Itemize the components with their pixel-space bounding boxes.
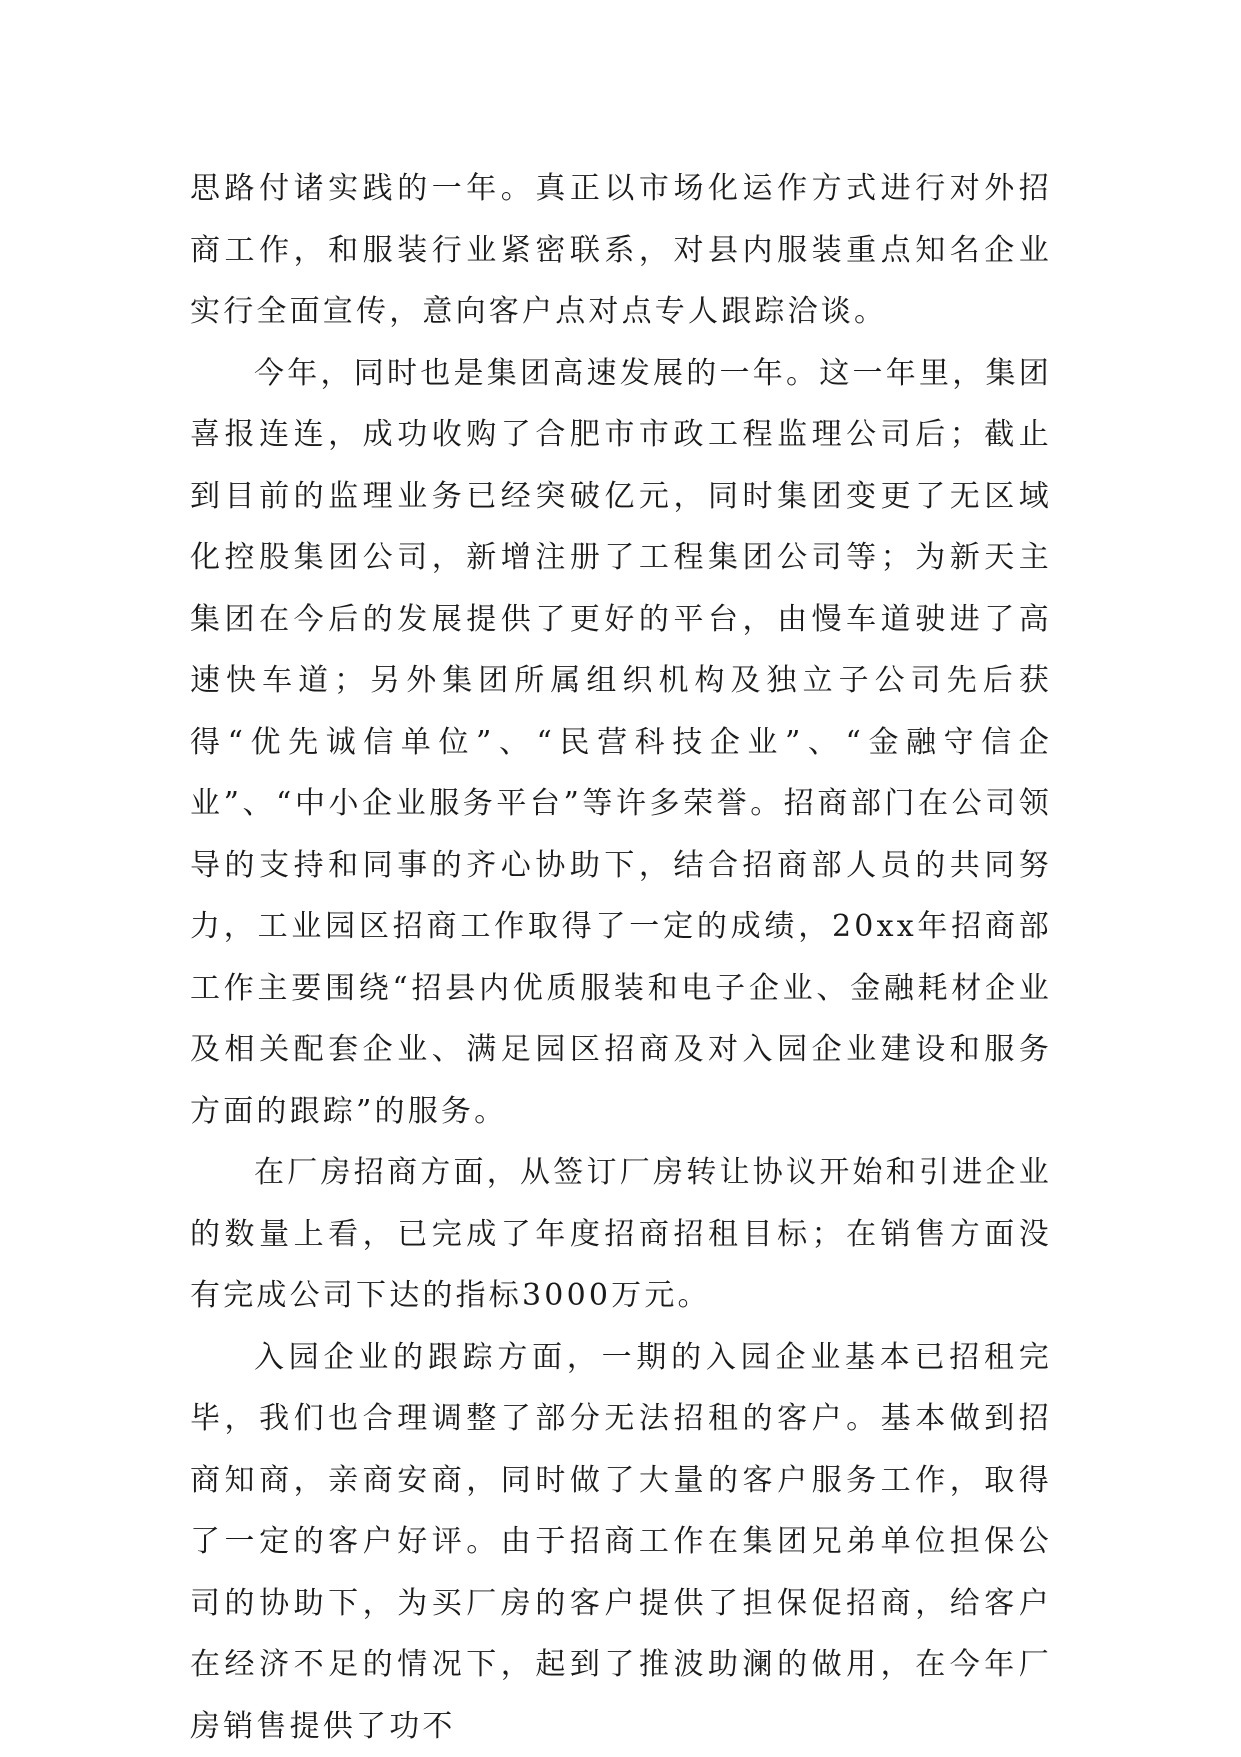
paragraph-3: 在厂房招商方面，从签订厂房转让协议开始和引进企业的数量上看，已完成了年度招商招租目标；在销售方面没有完成公司下达的指标3000万元。 <box>190 1142 1052 1327</box>
paragraph-4: 入园企业的跟踪方面，一期的入园企业基本已招租完毕，我们也合理调整了部分无法招租的客户。基本做到招商知商，亲商安商，同时做了大量的客户服务工作，取得了一定的客户好评。由于招商工作在集团兄弟单位担保公司的协助下，为买厂房的客户提供了担保促招商，给客户在经济不足的情况下，起到了推波助澜的做用，在今年厂房销售提供了功不 <box>190 1327 1052 1757</box>
paragraph-1: 思路付诸实践的一年。真正以市场化运作方式进行对外招商工作，和服装行业紧密联系，对县内服装重点知名企业实行全面宣传，意向客户点对点专人跟踪洽谈。 <box>190 158 1052 343</box>
paragraph-2: 今年，同时也是集团高速发展的一年。这一年里，集团喜报连连，成功收购了合肥市市政工程监理公司后；截止到目前的监理业务已经突破亿元，同时集团变更了无区域化控股集团公司，新增注册了工程集团公司等；为新天主集团在今后的发展提供了更好的平台，由慢车道驶进了高速快车道；另外集团所属组织机构及独立子公司先后获得“优先诚信单位”、“民营科技企业”、“金融守信企业”、“中小企业服务平台”等许多荣誉。招商部门在公司领导的支持和同事的齐心协助下，结合招商部人员的共同努力，工业园区招商工作取得了一定的成绩，20xx年招商部工作主要围绕“招县内优质服装和电子企业、金融耗材企业及相关配套企业、满足园区招商及对入园企业建设和服务方面的跟踪”的服务。 <box>190 343 1052 1143</box>
document-body <box>190 158 1052 1757</box>
